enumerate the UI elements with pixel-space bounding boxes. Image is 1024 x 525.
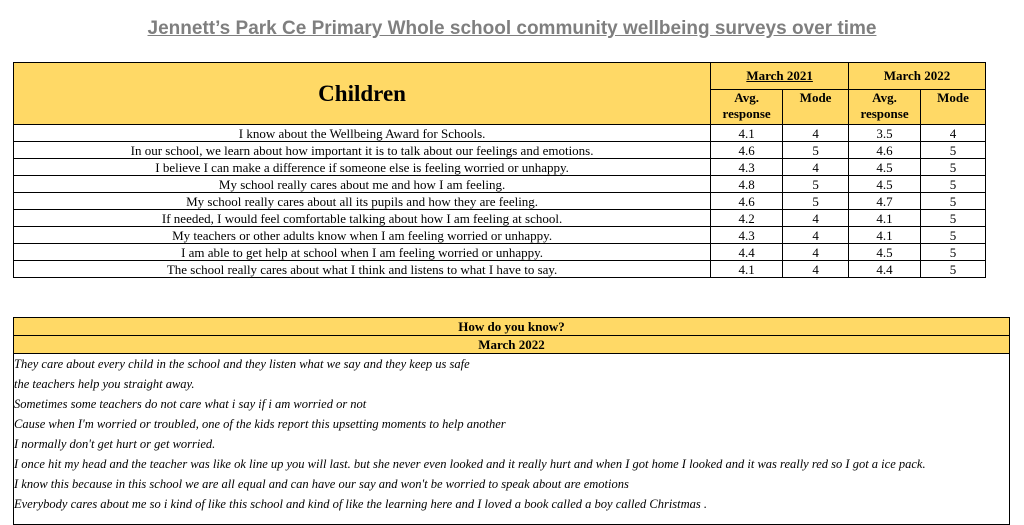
avg-2022-cell: 3.5 — [849, 125, 921, 142]
mode-2022-cell: 5 — [921, 193, 986, 210]
survey-row — [14, 142, 986, 159]
mode-2021-cell: 4 — [783, 261, 849, 278]
responses-list — [14, 354, 1010, 525]
avg-response-2021-header: Avg. response — [711, 90, 783, 125]
question-cell: My school really cares about all its pupils and how they are feeling. — [14, 193, 711, 210]
period-2021-header: March 2021 — [711, 63, 849, 90]
mode-2022-header: Mode — [921, 90, 986, 125]
response-item: I normally don't get hurt or get worried. — [14, 437, 216, 451]
survey-row — [14, 244, 986, 261]
survey-body — [14, 125, 986, 278]
question-cell: I know about the Wellbeing Award for Schools. — [14, 125, 711, 142]
mode-2022-cell: 5 — [921, 176, 986, 193]
survey-row — [14, 125, 986, 142]
how-do-you-know-heading: How do you know? — [14, 318, 1010, 336]
avg-2022-cell: 4.1 — [849, 210, 921, 227]
mode-2022-cell: 5 — [921, 210, 986, 227]
survey-row — [14, 176, 986, 193]
avg-2021-cell: 4.2 — [711, 210, 783, 227]
avg-2022-cell: 4.6 — [849, 142, 921, 159]
mode-2021-cell: 5 — [783, 142, 849, 159]
question-cell: I am able to get help at school when I am feeling worried or unhappy. — [14, 244, 711, 261]
mode-2021-cell: 5 — [783, 176, 849, 193]
question-cell: My school really cares about me and how I am feeling. — [14, 176, 711, 193]
mode-2022-cell: 5 — [921, 142, 986, 159]
avg-2022-cell: 4.4 — [849, 261, 921, 278]
avg-2021-cell: 4.6 — [711, 193, 783, 210]
response-item: I know this because in this school we are all equal and can have our say and won't be worried to speak about are emotions — [14, 477, 629, 491]
response-item: They care about every child in the school and they listen what we say and they keep us safe — [14, 357, 470, 371]
mode-2021-cell: 5 — [783, 193, 849, 210]
avg-2021-cell: 4.3 — [711, 159, 783, 176]
avg-2021-cell: 4.4 — [711, 244, 783, 261]
mode-2021-cell: 4 — [783, 210, 849, 227]
mode-2022-cell: 5 — [921, 227, 986, 244]
mode-2022-cell: 4 — [921, 125, 986, 142]
question-cell: I believe I can make a difference if someone else is feeling worried or unhappy. — [14, 159, 711, 176]
response-item: Sometimes some teachers do not care what i say if i am worried or not — [14, 397, 367, 411]
mode-2021-cell: 4 — [783, 159, 849, 176]
mode-2022-cell: 5 — [921, 159, 986, 176]
mode-2022-cell: 5 — [921, 244, 986, 261]
survey-row — [14, 210, 986, 227]
question-cell: My teachers or other adults know when I am feeling worried or unhappy. — [14, 227, 711, 244]
avg-2021-cell: 4.8 — [711, 176, 783, 193]
response-item: I once hit my head and the teacher was like ok line up you will last. but she never even looked and it really hurt and when I got home I looked and it was really red so I got a ice pack. — [14, 457, 926, 471]
avg-2021-cell: 4.1 — [711, 261, 783, 278]
mode-2021-cell: 4 — [783, 227, 849, 244]
question-cell: The school really cares about what I think and listens to what I have to say. — [14, 261, 711, 278]
avg-2022-cell: 4.7 — [849, 193, 921, 210]
survey-table — [13, 62, 986, 278]
question-cell: If needed, I would feel comfortable talking about how I am feeling at school. — [14, 210, 711, 227]
mode-2021-cell: 4 — [783, 244, 849, 261]
how-do-you-know-period: March 2022 — [14, 336, 1010, 354]
avg-2022-cell: 4.5 — [849, 176, 921, 193]
survey-row — [14, 261, 986, 278]
mode-2021-header: Mode — [783, 90, 849, 125]
survey-row — [14, 159, 986, 176]
response-item: the teachers help you straight away. — [14, 377, 195, 391]
mode-2021-cell: 4 — [783, 125, 849, 142]
response-item: Cause when I'm worried or troubled, one of the kids report this upsetting moments to help another — [14, 417, 506, 431]
mode-2022-cell: 5 — [921, 261, 986, 278]
avg-2022-cell: 4.1 — [849, 227, 921, 244]
period-2022-header: March 2022 — [849, 63, 986, 90]
survey-row — [14, 193, 986, 210]
children-heading: Children — [14, 63, 711, 125]
avg-2022-cell: 4.5 — [849, 159, 921, 176]
avg-2022-cell: 4.5 — [849, 244, 921, 261]
question-cell: In our school, we learn about how important it is to talk about our feelings and emotions. — [14, 142, 711, 159]
survey-row — [14, 227, 986, 244]
page-title: Jennett’s Park Ce Primary Whole school community wellbeing surveys over time — [147, 18, 877, 39]
avg-2021-cell: 4.3 — [711, 227, 783, 244]
avg-response-2022-header: Avg. response — [849, 90, 921, 125]
how-do-you-know-table — [13, 317, 1010, 525]
avg-2021-cell: 4.6 — [711, 142, 783, 159]
response-item: Everybody cares about me so i kind of like this school and kind of like the learning here and I loved a book called a boy called Christmas . — [14, 497, 708, 511]
avg-2021-cell: 4.1 — [711, 125, 783, 142]
